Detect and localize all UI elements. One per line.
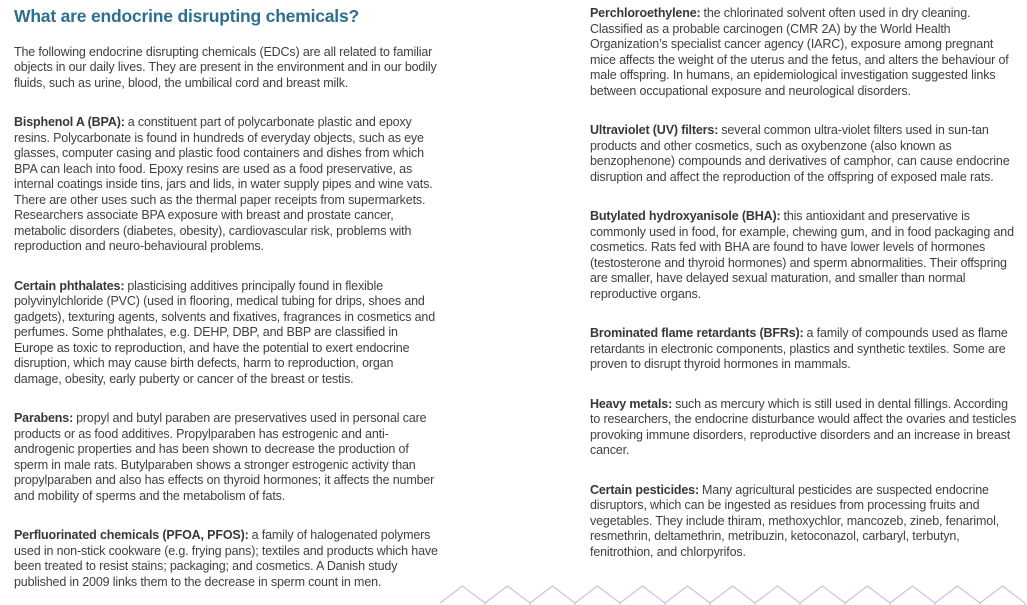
entry-perfluorinated xyxy=(14,528,440,590)
entry-parabens xyxy=(14,411,440,504)
intro-paragraph: The following endocrine disrupting chemicals (EDCs) are all related to familiar objects in our daily lives. They are present in the environment and in our bodily fluids, such as urine, blood, the umbilical cord and breast milk. xyxy=(14,44,437,90)
entry-description: a family of halogenated polymers used in non-stick cookware (e.g. frying pans); textiles and products which have been treated to resist stains; packaging; and cosmetics. A Danish study published in 2009 links them to the decrease in sperm count in men. xyxy=(14,528,438,589)
entry-description: plasticising additives principally found in flexible polyvinylchloride (PVC) (used in flooring, medical tubing for drips, shoes and gadgets), texturing agents, solvents and fixatives, fragrances in cosmetics and perfumes. Some phthalates, e.g. DEHP, DBP, and BBP are classified in Europe as toxic to reproduction, and have the potential to exert endocrine disruption, which may cause birth defects, harm to reproduction, organ damage, obesity, early puberty or cancer of the breast or testis. xyxy=(14,278,436,386)
entry-description: several common ultra-violet filters used in sun-tan products and other cosmetics, such as oxybenzone (also known as benzophenone) compounds and derivatives of camphor, can cause endocrine disruption and affect the reproduction of the offspring of exposed male rats. xyxy=(590,123,1010,184)
left-column xyxy=(14,6,440,590)
entry-heavy-metals xyxy=(590,397,1020,459)
entry-description: a constituent part of polycarbonate plastic and epoxy resins. Polycarbonate is found in hundreds of everyday objects, such as eye glasses, computer casing and plastic food containers and dishes from which BPA can leach into food. Epoxy resins are used as a food preservative, as internal coatings inside tins, jars and lids, in water supply pipes and wine vats. There are other uses such as the thermal paper receipts from supermarkets. Researchers associate BPA exposure with breast and prostate cancer, metabolic disorders (diabetes, obesity), cardiovascular risk, problems with reproduction and neuro-behavioural problems. xyxy=(14,115,433,254)
entry-term: Certain phthalates: xyxy=(14,278,125,293)
honeycomb-pattern xyxy=(440,583,1027,605)
entry-term: Butylated hydroxyanisole (BHA): xyxy=(590,209,781,223)
entry-term: Brominated flame retardants (BFRs): xyxy=(590,326,804,340)
entry-bisphenol-a xyxy=(14,115,440,255)
right-column xyxy=(590,6,1020,560)
entry-uv-filters xyxy=(590,123,1020,185)
entry-description: this antioxidant and preservative is commonly used in food, for example, chewing gum, and in food packaging and cosmetics. Rats fed with BHA are found to have lower levels of hormones (testosterone and thyroid hormones) and sperm abnormalities. Their offspring are smaller, have delayed sexual maturation, and smaller than normal reproductive organs. xyxy=(590,209,1014,301)
entry-term: Perchloroethylene: xyxy=(590,6,701,20)
entry-term: Ultraviolet (UV) filters: xyxy=(590,123,719,137)
entry-term: Perfluorinated chemicals (PFOA, PFOS): xyxy=(14,528,249,543)
entry-term: Certain pesticides: xyxy=(590,482,699,497)
entry-description: propyl and butyl paraben are preservatives used in personal care products or as food additives. Propylparaben has estrogenic and anti-androgenic properties and has been shown to decrease the production of sperm in male rats. Butylparaben shows a stronger estrogenic activity than propylparaben and also has effects on thyroid hormones; it affects the number and mobility of sperms and the metabolism of fats. xyxy=(14,411,435,503)
entry-pesticides xyxy=(590,483,1020,561)
entry-description: a family of compounds used as flame retardants in electronic components, plastics and synthetic textiles. Some are proven to disrupt thyroid hormones in mammals. xyxy=(590,326,1008,371)
page-title: What are endocrine disrupting chemicals? xyxy=(14,6,359,26)
entry-perchloroethylene xyxy=(590,6,1020,99)
entry-term: Bisphenol A (BPA): xyxy=(14,115,125,130)
entry-term: Parabens: xyxy=(14,411,74,426)
entry-description: Many agricultural pesticides are suspected endocrine disruptors, which can be ingested as residues from processing fruits and vegetables. They include thiram, methoxychlor, mancozeb, zineb, fenarimol, resmethrin, deltamethrin, metribuzin, ketoconazol, carbaryl, terbutyn, fenitrothion, and chlorpyrifos. xyxy=(590,482,1000,559)
honeycomb-pattern-path xyxy=(440,586,1025,605)
entry-bha xyxy=(590,209,1020,302)
entry-description: such as mercury which is still used in dental fillings. According to researchers, the endocrine disturbance would affect the ovaries and testicles provoking immune disorders, reproductive disorders and an increase in breast cancer. xyxy=(590,396,1017,457)
entry-term: Heavy metals: xyxy=(590,396,673,411)
entry-phthalates xyxy=(14,279,440,388)
entry-description: the chlorinated solvent often used in dry cleaning. Classified as a probable carcinogen (CMR 2A) by the World Health Organization’s specialist cancer agency (IARC), exposure among pregnant mice affects the weight of the uterus and the fetus, and alters the behaviour of male offspring. In humans, an epidemiological investigation suggested links between occupational exposure and neurological disorders. xyxy=(590,6,1009,98)
entry-bfrs xyxy=(590,326,1020,373)
